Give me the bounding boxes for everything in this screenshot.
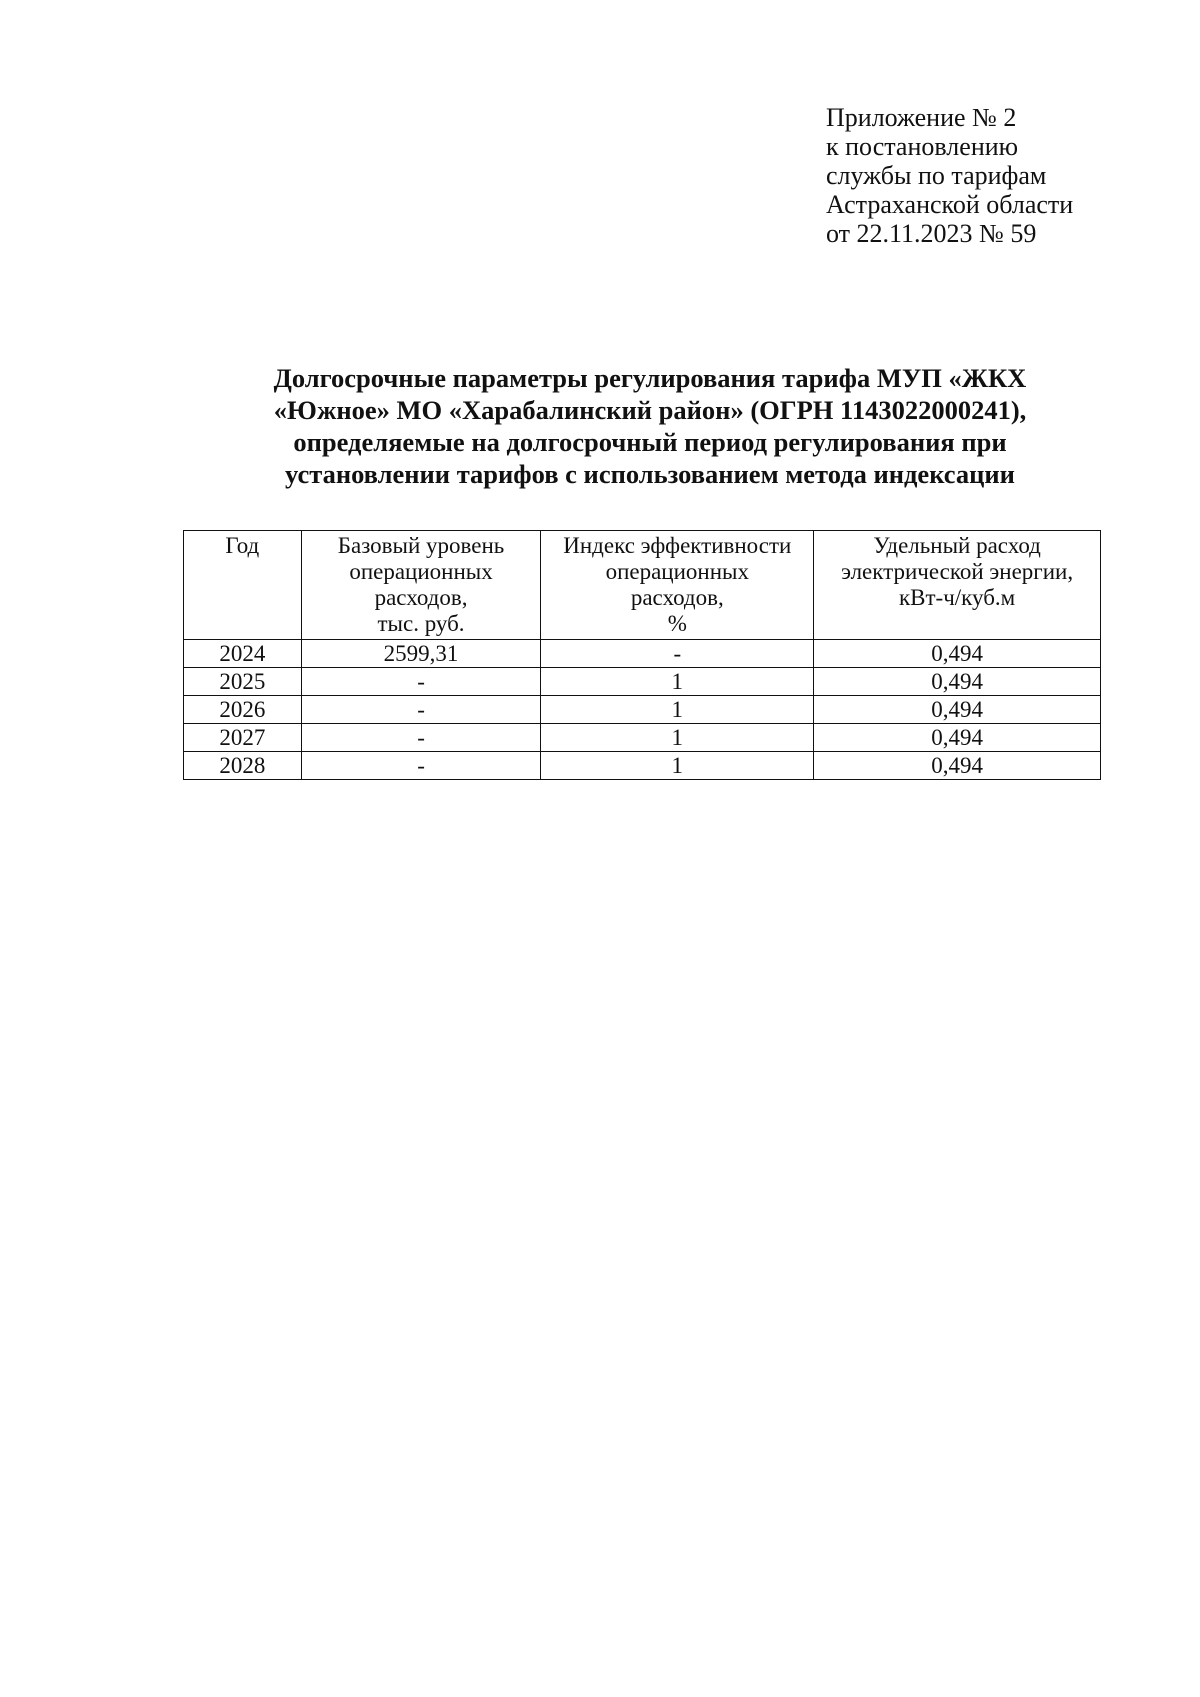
- cell-year: 2026: [184, 696, 302, 724]
- document-title: [200, 362, 1100, 490]
- appendix-line: Приложение № 2: [826, 103, 1017, 132]
- header-line: %: [667, 611, 687, 636]
- table-row: [184, 696, 1101, 724]
- appendix-line: Астраханской области: [826, 190, 1074, 219]
- cell-base-opex: -: [301, 696, 541, 724]
- cell-efficiency-index: 1: [541, 696, 814, 724]
- cell-year: 2027: [184, 724, 302, 752]
- header-line: Индекс эффективности: [563, 533, 792, 558]
- cell-efficiency-index: 1: [541, 752, 814, 780]
- cell-specific-energy: 0,494: [814, 752, 1101, 780]
- cell-base-opex: -: [301, 724, 541, 752]
- header-line: расходов,: [630, 585, 724, 610]
- table-row: [184, 724, 1101, 752]
- cell-base-opex: -: [301, 752, 541, 780]
- cell-efficiency-index: -: [541, 640, 814, 668]
- header-line: расходов,: [374, 585, 468, 610]
- cell-year: 2028: [184, 752, 302, 780]
- cell-specific-energy: 0,494: [814, 696, 1101, 724]
- table-row: [184, 668, 1101, 696]
- header-line: Год: [225, 533, 260, 558]
- appendix-note: [826, 103, 1166, 248]
- table-row: [184, 752, 1101, 780]
- header-base-opex: [301, 531, 541, 640]
- cell-specific-energy: 0,494: [814, 640, 1101, 668]
- title-line: «Южное» МО «Харабалинский район» (ОГРН 1143022000241),: [273, 395, 1027, 425]
- title-line: определяемые на долгосрочный период регулирования при: [293, 427, 1007, 457]
- cell-base-opex: -: [301, 668, 541, 696]
- header-year: [184, 531, 302, 640]
- header-line: кВт-ч/куб.м: [898, 585, 1016, 610]
- header-line: операционных: [605, 559, 749, 584]
- appendix-line: службы по тарифам: [826, 161, 1047, 190]
- cell-base-opex: 2599,31: [301, 640, 541, 668]
- header-line: электрической энергии,: [841, 559, 1074, 584]
- title-line: установлении тарифов с использованием метода индексации: [285, 459, 1015, 489]
- header-efficiency-index: [541, 531, 814, 640]
- cell-efficiency-index: 1: [541, 668, 814, 696]
- cell-efficiency-index: 1: [541, 724, 814, 752]
- cell-year: 2025: [184, 668, 302, 696]
- parameters-table: [183, 530, 1101, 780]
- header-line: операционных: [349, 559, 493, 584]
- header-line: Базовый уровень: [337, 533, 505, 558]
- header-line: Удельный расход: [873, 533, 1041, 558]
- header-line: тыс. руб.: [377, 611, 465, 636]
- table-row: [184, 640, 1101, 668]
- title-line: Долгосрочные параметры регулирования тарифа МУП «ЖКХ: [273, 363, 1027, 393]
- table-header-row: [184, 531, 1101, 640]
- cell-specific-energy: 0,494: [814, 668, 1101, 696]
- cell-specific-energy: 0,494: [814, 724, 1101, 752]
- cell-year: 2024: [184, 640, 302, 668]
- appendix-line: от 22.11.2023 № 59: [826, 219, 1037, 248]
- header-specific-energy: [814, 531, 1101, 640]
- appendix-line: к постановлению: [826, 132, 1019, 161]
